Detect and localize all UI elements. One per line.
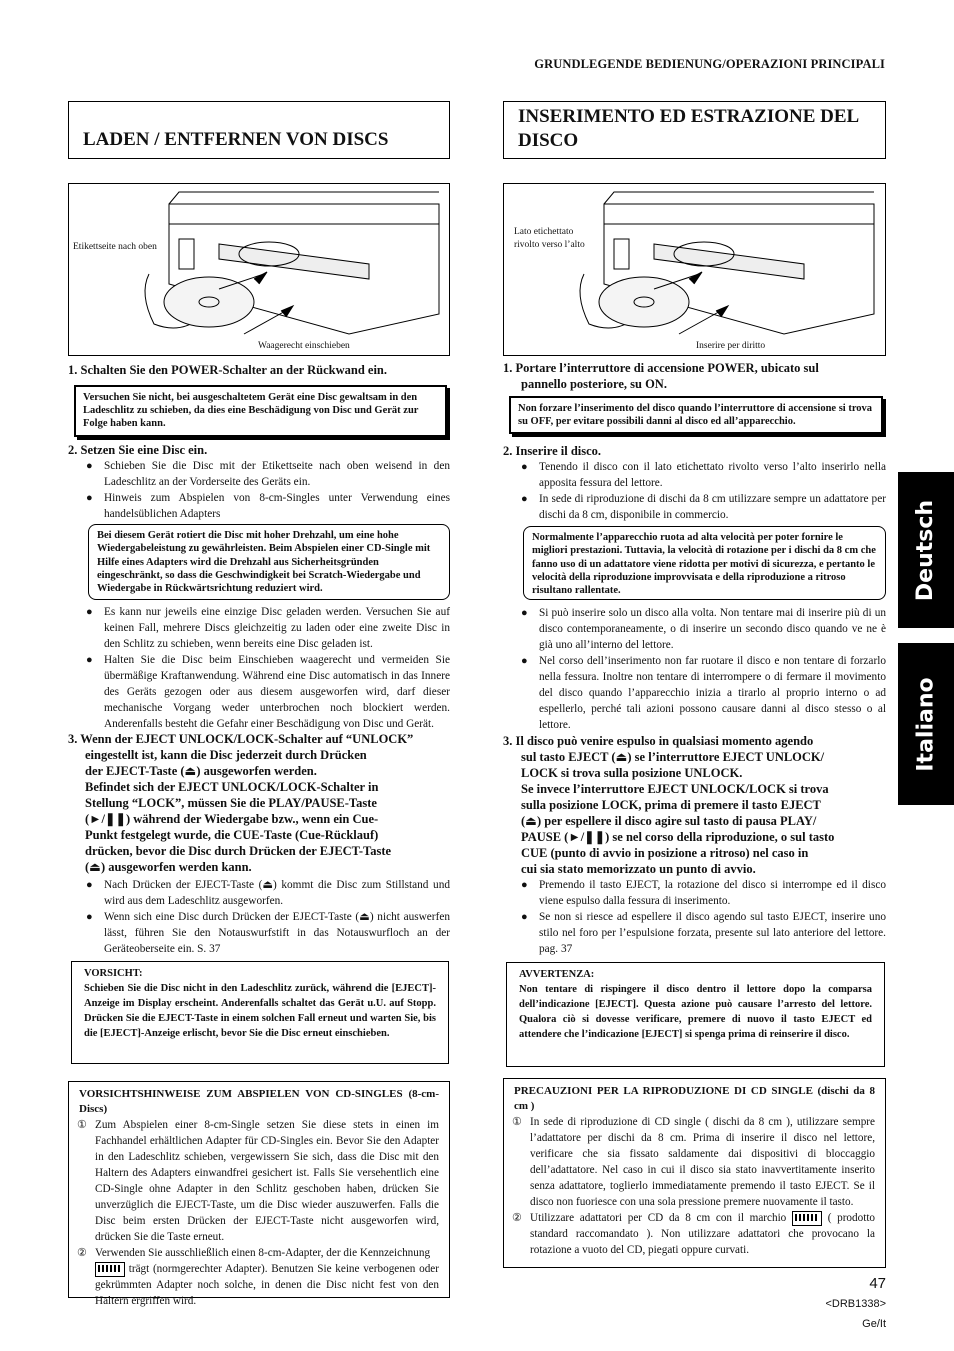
bullet-it-4: ● Nel corso dell’inserimento non far ruotare il disco e non tentare di forzarlo nella fessura. Inoltre non tentare di interrompere o di fermare il movimento del disco quando l’apparecchio inizia a tirarlo al proprio interno o ad espellerlo, perché tali azioni possono causare danni al disco stesso o al lettore. (521, 655, 886, 731)
section-title-it: INSERIMENTO ED ESTRAZIONE DEL DISCO (503, 101, 886, 159)
language-code: Ge/It (862, 1318, 886, 1330)
document-code: <DRB1338> (825, 1298, 886, 1310)
step-2-de: 2. Setzen Sie eine Disc ein. (68, 443, 208, 457)
step-1-de: 1. Schalten Sie den POWER-Schalter an der Rückwand ein. (68, 363, 388, 377)
caution-box-it: AVVERTENZA: Non tentare di rispingere il disco dentro il lettore dopo la comparsa dell’indicazione [EJECT]. Questa azione può causare l’arresto del lettore. Qualora ciò si dovesse verificare, premere di nuovo il tasto EJECT ed attendere che l’indicazione [EJECT] si spenga prima di reinserire il disco. (506, 962, 885, 1067)
figure-label-bottom: Inserire per diritto (696, 341, 766, 351)
note-item-it-2: ② Utilizzare adattatori per CD da 8 cm con il marchio ( prodotto standard raccomandato ). Non utilizzare adattatori che provocano la rotazione a vuoto del CD, piegati oppure curvati. (512, 1212, 876, 1256)
caution-box-de: VORSICHT: Schieben Sie die Disc nicht in den Ladeschlitz zurück, während die [EJECT]-Anzeige im Display erscheint. Anderenfalls schaltet das Gerät u.U. auf Stopp. Drücken Sie die EJECT-Taste in einem solchen Fall erneut und warten Sie, bis die [EJECT]-Anzeige erlischt, bevor Sie die Disc erneut einschieben. (71, 961, 449, 1064)
note-item-de-2: ② Verwenden Sie ausschließlich einen 8-cm-Adapter, der die Kennzeichnung trägt (normgerechter Adapter). Benutzen Sie keine verbogenen oder gekrümmten Adapter noch solche, in denen die Disc nicht fest von den Haltern ergriffen wird. (77, 1247, 440, 1307)
bullet-it-5: ● Premendo il tasto EJECT, la rotazione del disco si interrompe ed il disco viene espulso dalla fessura di inserimento. (521, 879, 886, 907)
step-3-it: 3. Il disco può venire espulso in qualsiasi momento agendo sul tasto EJECT (⏏) se l’interruttore EJECT UNLOCK/ LOCK si trova sulla posizione UNLOCK. Se invece l’interruttore EJECT UNLOCK/LOCK si trova sulla posizione LOCK, prima di premere il tasto EJECT (⏏) per espellere il disco agire sul tasto di pausa PLAY/ PAUSE (►/❚❚) se nel corso della riproduzione, o sul tasto CUE (punto di avvio in posizione a ritroso) nel caso in cui sia stato memorizzato un punto di avvio. (503, 734, 835, 876)
figure-label-top: Lato etichettato rivolto verso l’alto (514, 227, 585, 250)
warning-box-de: Versuchen Sie nicht, bei ausgeschaltetem Gerät eine Disc gewaltsam in den Ladeschlitz zu schieben, da dies eine Beschädigung von Disc und Gerät zur Folge haben kann. (74, 385, 447, 437)
disc-insert-illustration (504, 184, 885, 355)
bullet-de-3: ● Es kann nur jeweils eine einzige Disc geladen werden. Versuchen Sie auf keinen Fall, mehrere Discs gleichzeitig zu laden oder eine zweite Disc in den Schlitz zu schieben, wenn bereits eine Disc geladen ist. (86, 606, 450, 650)
figure-de (68, 183, 450, 356)
bullet-de-1: ● Schieben Sie die Disc mit der Etikettseite nach oben weisend in den Ladeschlitz an der Vorderseite des Geräts ein. (86, 460, 450, 488)
bullet-de-2: ● Hinweis zum Abspielen von 8-cm-Singles unter Verwendung eines handelsüblichen Adapters (86, 492, 450, 520)
compact-disc-logo-icon (95, 1262, 125, 1277)
note-item-de-1: ① Zum Abspielen einer 8-cm-Single setzen Sie diese stets in einen im Fachhandel erhältlichen Adapter für CD-Singles ein. Bevor Sie den Adapter in den Ladeschlitz schieben, vergewissern Sie sich, dass die Disc mit den Haltern des Adapters einwandfrei gesichert ist. Falls Sie versehentlich eine CD-Single ohne Adapter in den Schlitz geschoben haben, drücken Sie unverzüglich die EJECT-Taste, um die Disc wieder auszuwerfen. Falls die Disc beim ersten Drücken der EJECT-Taste nicht ausgeworfen wird, drücken Sie die Taste erneut. (77, 1119, 439, 1243)
figure-label-top: Etikettseite nach oben (73, 242, 157, 252)
compact-disc-logo-icon (792, 1211, 822, 1226)
bullet-it-1: ● Tenendo il disco con il lato etichettato rivolto verso l’alto inserirlo nella apposita fessura del lettore. (521, 461, 886, 489)
bullet-de-5: ● Nach Drücken der EJECT-Taste (⏏) kommt die Disc zum Stillstand und wird aus dem Ladeschlitz ausgeworfen. (86, 879, 450, 907)
notice-rounded-it: Normalmente l’apparecchio ruota ad alta velocità per poter fornire le migliori prestazioni. Tuttavia, la velocità di rotazione per i dischi da 8 cm che fanno uso di un adattatore viene ridotta per motivi di sicurezza, e pertanto le velocità della riproduzione improvvisata e della riproduzione a ritroso risultano rallentate. (523, 526, 886, 600)
figure-it (503, 183, 886, 356)
page-header: GRUNDLEGENDE BEDIENUNG/OPERAZIONI PRINCIPALI (534, 57, 885, 71)
step-3-de: 3. Wenn der EJECT UNLOCK/LOCK-Schalter auf “UNLOCK” eingestellt ist, kann die Disc jederzeit durch Drücken der EJECT-Taste (⏏) ausgeworfen werden. Befindet sich der EJECT UNLOCK/LOCK-Schalter in Stellung “LOCK”, müssen Sie die PLAY/PAUSE-Taste (►/❚❚) während der Wiedergabe bzw., wenn ein Cue- Punkt festgelegt wurde, die CUE-Taste (Cue-Rücklauf) drücken, bevor die Disc durch Drücken der EJECT-Taste (⏏) ausgeworfen werden kann. (68, 732, 414, 874)
notice-rounded-de: Bei diesem Gerät rotiert die Disc mit hoher Drehzahl, um eine hohe Wiedergabeleistung zu gewährleisten. Beim Abspielen einer CD-Single mit Hilfe eines Adapters wird die Drehzahl aus Sicherheitsgründen eingeschränkt, so dass die Geschwindigkeit bei Scratch-Wiedergabe und Wiedergabe in Rückwärtsrichtung reduziert wird. (88, 524, 450, 600)
bullet-it-3: ● Si può inserire solo un disco alla volta. Non tentare mai di inserire più di un disco contemporaneamente, o di inserire un secondo disco quando ve ne è già uno all’interno del lettore. (521, 607, 886, 651)
warning-box-it: Non forzare l’inserimento del disco quando l’interruttore di accensione si trova su OFF, per evitare possibili danni al disco ed all’apparecchio. (509, 396, 883, 434)
step-1-it: 1. Portare l’interruttore di accensione POWER, ubicato sul pannello posteriore, su ON. (503, 361, 819, 391)
note-box-de: VORSICHTSHINWEISE ZUM ABSPIELEN VON CD-SINGLES (8-cm-Discs) ① Zum Abspielen einer 8-cm-Single setzen Sie diese stets in einen im Fachhandel erhältlichen Adapter für CD-Singles ein. Bevor Sie den Adapter in den Ladeschlitz schieben, vergewissern Sie sich, dass die Disc mit den Haltern des Adapters einwandfrei gesichert ist. Falls Sie versehentlich eine CD-Single ohne Adapter in den Schlitz geschoben haben, drücken Sie unverzüglich die EJECT-Taste, um die Disc wieder auszuwerfen. Falls die Disc beim ersten Drücken der EJECT-Taste nicht ausgeworfen wird, drücken Sie die Taste erneut. ② Verwenden Sie ausschließlich einen 8-cm-Adapter, der die Kennzeichnung trägt (normgerechter Adapter). Benutzen Sie keine verbogenen oder gekrümmten Adapter noch solche, in denen die Disc nicht fest von den Haltern ergriffen wird. (68, 1081, 450, 1298)
tab-deutsch[interactable]: Deutsch (898, 472, 954, 628)
tab-italiano[interactable]: Italiano (898, 643, 954, 805)
bullet-de-4: ● Halten Sie die Disc beim Einschieben waagerecht und vermeiden Sie übermäßige Kraftanwendung. Während eine Disc automatisch in das Innere des Geräts gezogen oder aus diesem ausgeworfen wird, darf dieser mechanische Vorgang weder unterbrochen noch blockiert werden. Anderenfalls besteht die Gefahr einer Beschädigung von Disc und Gerät. (86, 654, 450, 730)
note-item-it-1: ① In sede di riproduzione di CD single ( dischi da 8 cm ), utilizzare sempre l’adattatore per dischi da 8 cm. Prima di inserire il disco nel lettore, verificare che sia fissato saldamente dai dispositivi di bloccaggio dell’adattatore. Nel caso in cui il disco sia stato inavvertitamente inserito senza adattatore, toglierlo immediatamente premendo il tasto EJECT. Se il disco non fuoriesce con una sola pressione premere nuovamente il tasto. (512, 1116, 875, 1208)
disc-insert-illustration (69, 184, 449, 355)
bullet-it-6: ● Se non si riesce ad espellere il disco agendo sul tasto EJECT, inserire uno stilo nel foro per l’espulsione forzata, presente sul lato anteriore del lettore. pag. 37 (521, 911, 886, 955)
bullet-it-2: ● In sede di riproduzione di dischi da 8 cm utilizzare sempre un adattatore per dischi da 8 cm, disponibile in commercio. (521, 493, 886, 521)
page-number: 47 (869, 1275, 886, 1292)
note-box-it: PRECAUZIONI PER LA RIPRODUZIONE DI CD SINGLE (dischi da 8 cm ) ① In sede di riproduzione di CD single ( dischi da 8 cm ), utilizzare sempre l’adattatore per dischi da 8 cm. Prima di inserire il disco nel lettore, verificare che sia fissato saldamente dai dispositivi di bloccaggio dell’adattatore. Nel caso in cui il disco sia stato inavvertitamente inserito senza adattatore, toglierlo immediatamente premendo il tasto EJECT. Se il disco non fuoriesce con una sola pressione premere nuovamente il tasto. ② Utilizzare adattatori per CD da 8 cm con il marchio ( prodotto standard raccomandato ). Non utilizzare adattatori che provocano la rotazione a vuoto del CD, piegati oppure curvati. (503, 1078, 886, 1268)
bullet-de-6: ● Wenn sich eine Disc durch Drücken der EJECT-Taste (⏏) nicht auswerfen lässt, führen Sie den Notauswurfstift in das Notauswurfloch an der Geräteoberseite ein. S. 37 (86, 911, 450, 955)
section-title-de: LADEN / ENTFERNEN VON DISCS (68, 101, 450, 159)
step-2-it: 2. Inserire il disco. (503, 444, 602, 458)
figure-label-bottom: Waagerecht einschieben (258, 341, 350, 351)
